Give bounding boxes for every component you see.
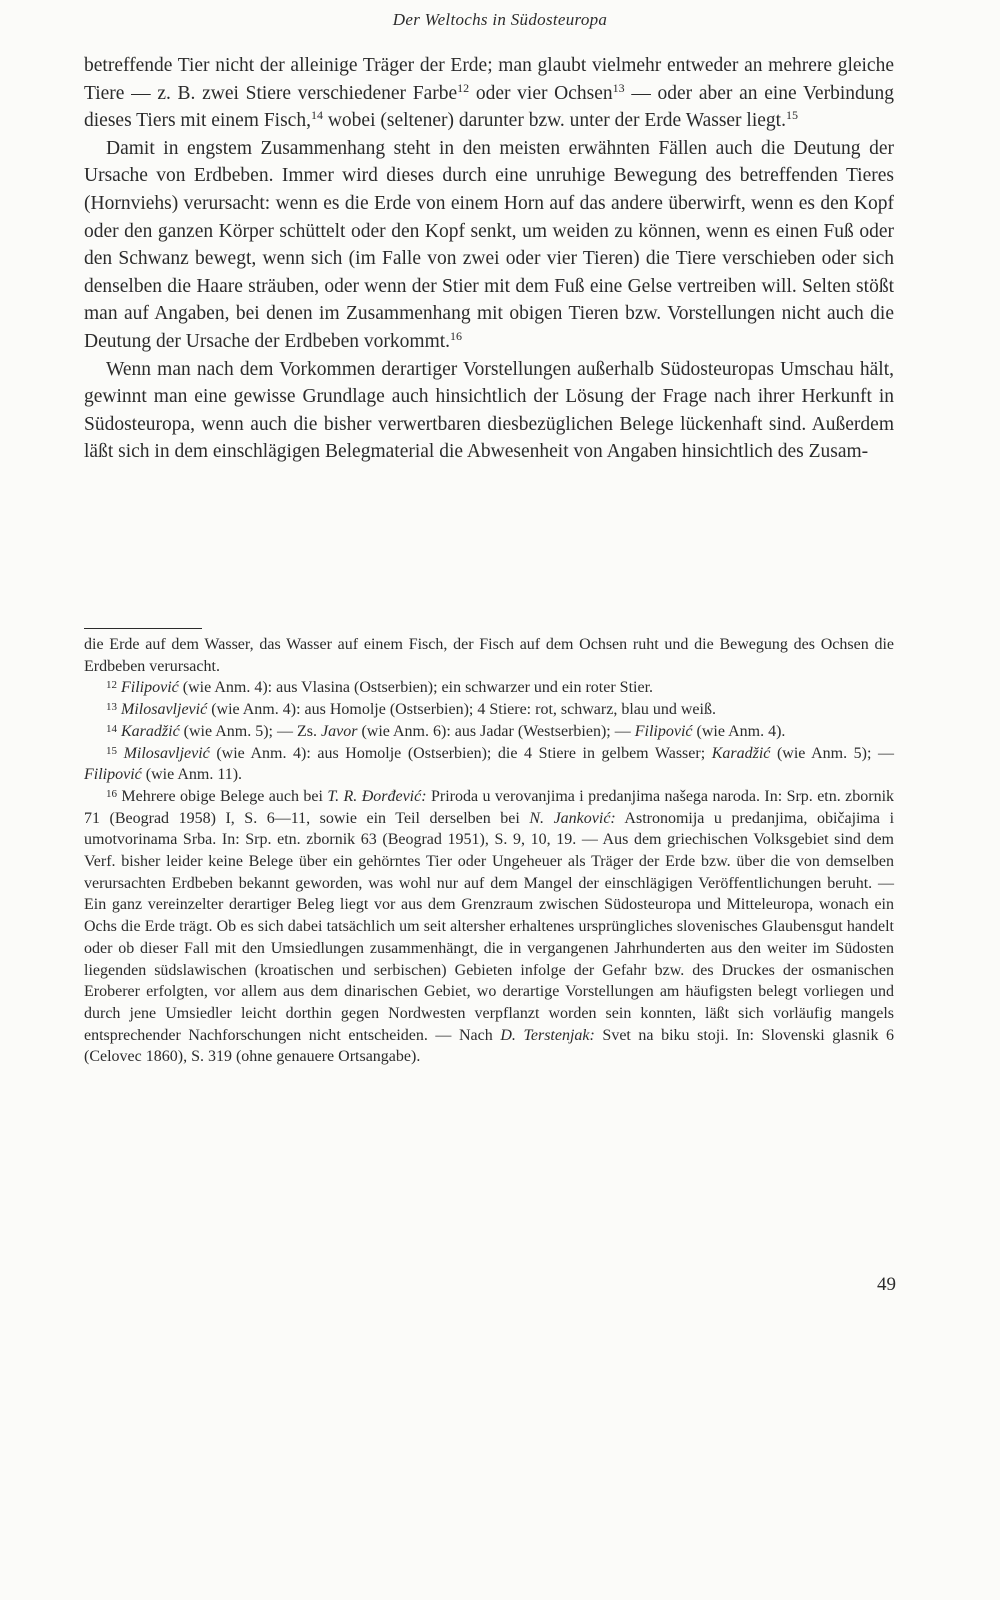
journal-name: Javor [321,722,358,740]
author-name: Milosavljević [121,701,208,719]
main-text [84,52,894,466]
footnote-ref-14[interactable]: 14 [310,108,323,123]
author-name: Filipović [121,679,179,697]
footnote-ref-15[interactable]: 15 [785,108,798,123]
footnote-14: $^{14}$ Karadžić (wie Anm. 5); — Zs. Javor (wie Anm. 6): aus Jadar (Westserbien); — Filipović (wie Anm. 4). [106,722,786,740]
author-name: D. Terstenjak: [500,1026,595,1044]
footnote-continuation: die Erde auf dem Wasser, das Wasser auf einem Fisch, der Fisch auf dem Ochsen ruht und die Bewegung des Ochsen die Erdbeben verursacht. [84,636,894,675]
author-name: Filipović [84,766,142,784]
footnote-ref-12[interactable]: 12 [457,80,470,95]
author-name: Milosavljević [123,744,210,762]
author-name: Filipović [634,722,693,740]
author-name: Karadžić [711,744,771,762]
paragraph-2: Damit in engstem Zusammenhang steht in den meisten erwähnten Fällen auch die Deutung der Ursache von Erdbeben. Immer wird dieses durch eine unruhige Bewegung des betreffenden Tieres (Hornviehs) verursacht: wenn es die Erde von einem Horn auf das andere überwirft, wenn es den Kopf oder den ganzen Körper schüttelt oder den Kopf senkt, um weiden zu können, wenn es einen Fuß oder den Schwanz bewegt, wenn sich (im Falle von zwei oder vier Tieren) die Tiere verschieben oder sich denselben die Haare sträuben, oder wenn der Stier mit dem Fuß eine Gelse vertreiben will. Selten stößt man auf Angaben, bei denen im Zusammenhang mit obigen Tieren bzw. Vorstellungen nicht auch die Deutung der Ursache der Erdbeben vorkommt.$^{16}$ [84,137,894,352]
footnote-divider [84,628,202,629]
running-title: Der Weltochs in Südosteuropa [392,10,608,29]
paragraph-3: Wenn man nach dem Vorkommen derartiger Vorstellungen außerhalb Südosteuropas Umschau hält, gewinnt man eine gewisse Grundlage auch hinsichtlich der Lösung der Frage nach ihrer Herkunft in Südosteuropa, wenn auch die bisher verwertbaren diesbezüglichen Belege lückenhaft sind. Außerdem läßt sich in dem einschlägigen Belegmaterial die Abwesenheit von Angaben hinsichtlich des Zusam- [84,358,894,463]
footnote-16: $^{16}$ Mehrere obige Belege auch bei T. R. Đorđević: Priroda u verovanjima i predanjima našega naroda. In: Srp. etn. zbornik 71 (Beograd 1958) I, S. 6—11, sowie ein Teil derselben bei N. Janković: Astronomija u predanjima, običajima i umotvorinama Srba. In: Srp. etn. zbornik 63 (Beograd 1951), S. 9, 10, 19. — Aus dem griechischen Volksgebiet sind dem Verf. bisher leider keine Belege über ein gehörntes Tier oder Ungeheuer als Träger der Erde bzw. über die von demselben verursachten Erdbeben bekannt geworden, was wohl nur auf dem Mangel der einschlägigen Veröffentlichungen beruht. — Ein ganz vereinzelter derartiger Beleg liegt vor aus dem Grenzraum zwischen Südosteuropa und Mitteleuropa, wonach ein Ochs die Erde trägt. Ob es sich dabei tatsächlich um seit altersher erhaltenes ursprüngliches slovenisches Glaubensgut handelt oder ob dieser Fall mit den Umsiedlungen zusammenhängt, die in vergangenen Jahrhunderten aus den weiter im Südosten liegenden südslawischen (kroatischen und serbischen) Gebieten infolge der Gefahr bzw. des Druckes der osmanischen Eroberer erfolgten, vor allem aus dem dinarischen Gebiet, wo derartige Vorstellungen am häufigsten belegt vorliegen und durch jene Umsiedler leicht dorthin gegen Nordwesten verpflanzt worden sein konnten, läßt sich vorläufig mangels entsprechender Nachforschungen nicht entscheiden. — Nach D. Terstenjak: Svet na biku stoji. In: Slovenski glasnik 6 (Celovec 1860), S. 319 (ohne genauere Ortsangabe). [84,787,895,1066]
author-name: T. R. Đorđević: [327,787,427,805]
footnote-ref-13[interactable]: 13 [612,80,625,95]
footnote-13: $^{13}$ Milosavljević (wie Anm. 4): aus Homolje (Ostserbien); 4 Stiere: rot, schwarz, blau und weiß. [106,701,716,719]
paragraph-1: betreffende Tier nicht der alleinige Träger der Erde; man glaubt vielmehr entweder an mehrere gleiche Tiere — z. B. zwei Stiere verschiedener Farbe$^{12}$ oder vier Ochsen$^{13}$ — oder aber an eine Verbindung dieses Tiers mit einem Fisch,$^{14}$ wobei (seltener) darunter bzw. unter der Erde Wasser liegt.$^{15}$ [84,55,894,132]
author-name: N. Janković: [529,809,616,827]
footnotes [84,634,894,1068]
footnote-12: $^{12}$ Filipović (wie Anm. 4): aus Vlasina (Ostserbien); ein schwarzer und ein roter Stier. [106,679,654,697]
footnote-15: $^{15}$ Milosavljević (wie Anm. 4): aus Homolje (Ostserbien); die 4 Stiere in gelbem Wasser; Karadžić (wie Anm. 5); — Filipović (wie Anm. 11). [84,744,894,784]
footnote-ref-16[interactable]: 16 [450,328,463,343]
page-number: 49 [877,1274,896,1295]
author-name: Karadžić [121,722,180,740]
